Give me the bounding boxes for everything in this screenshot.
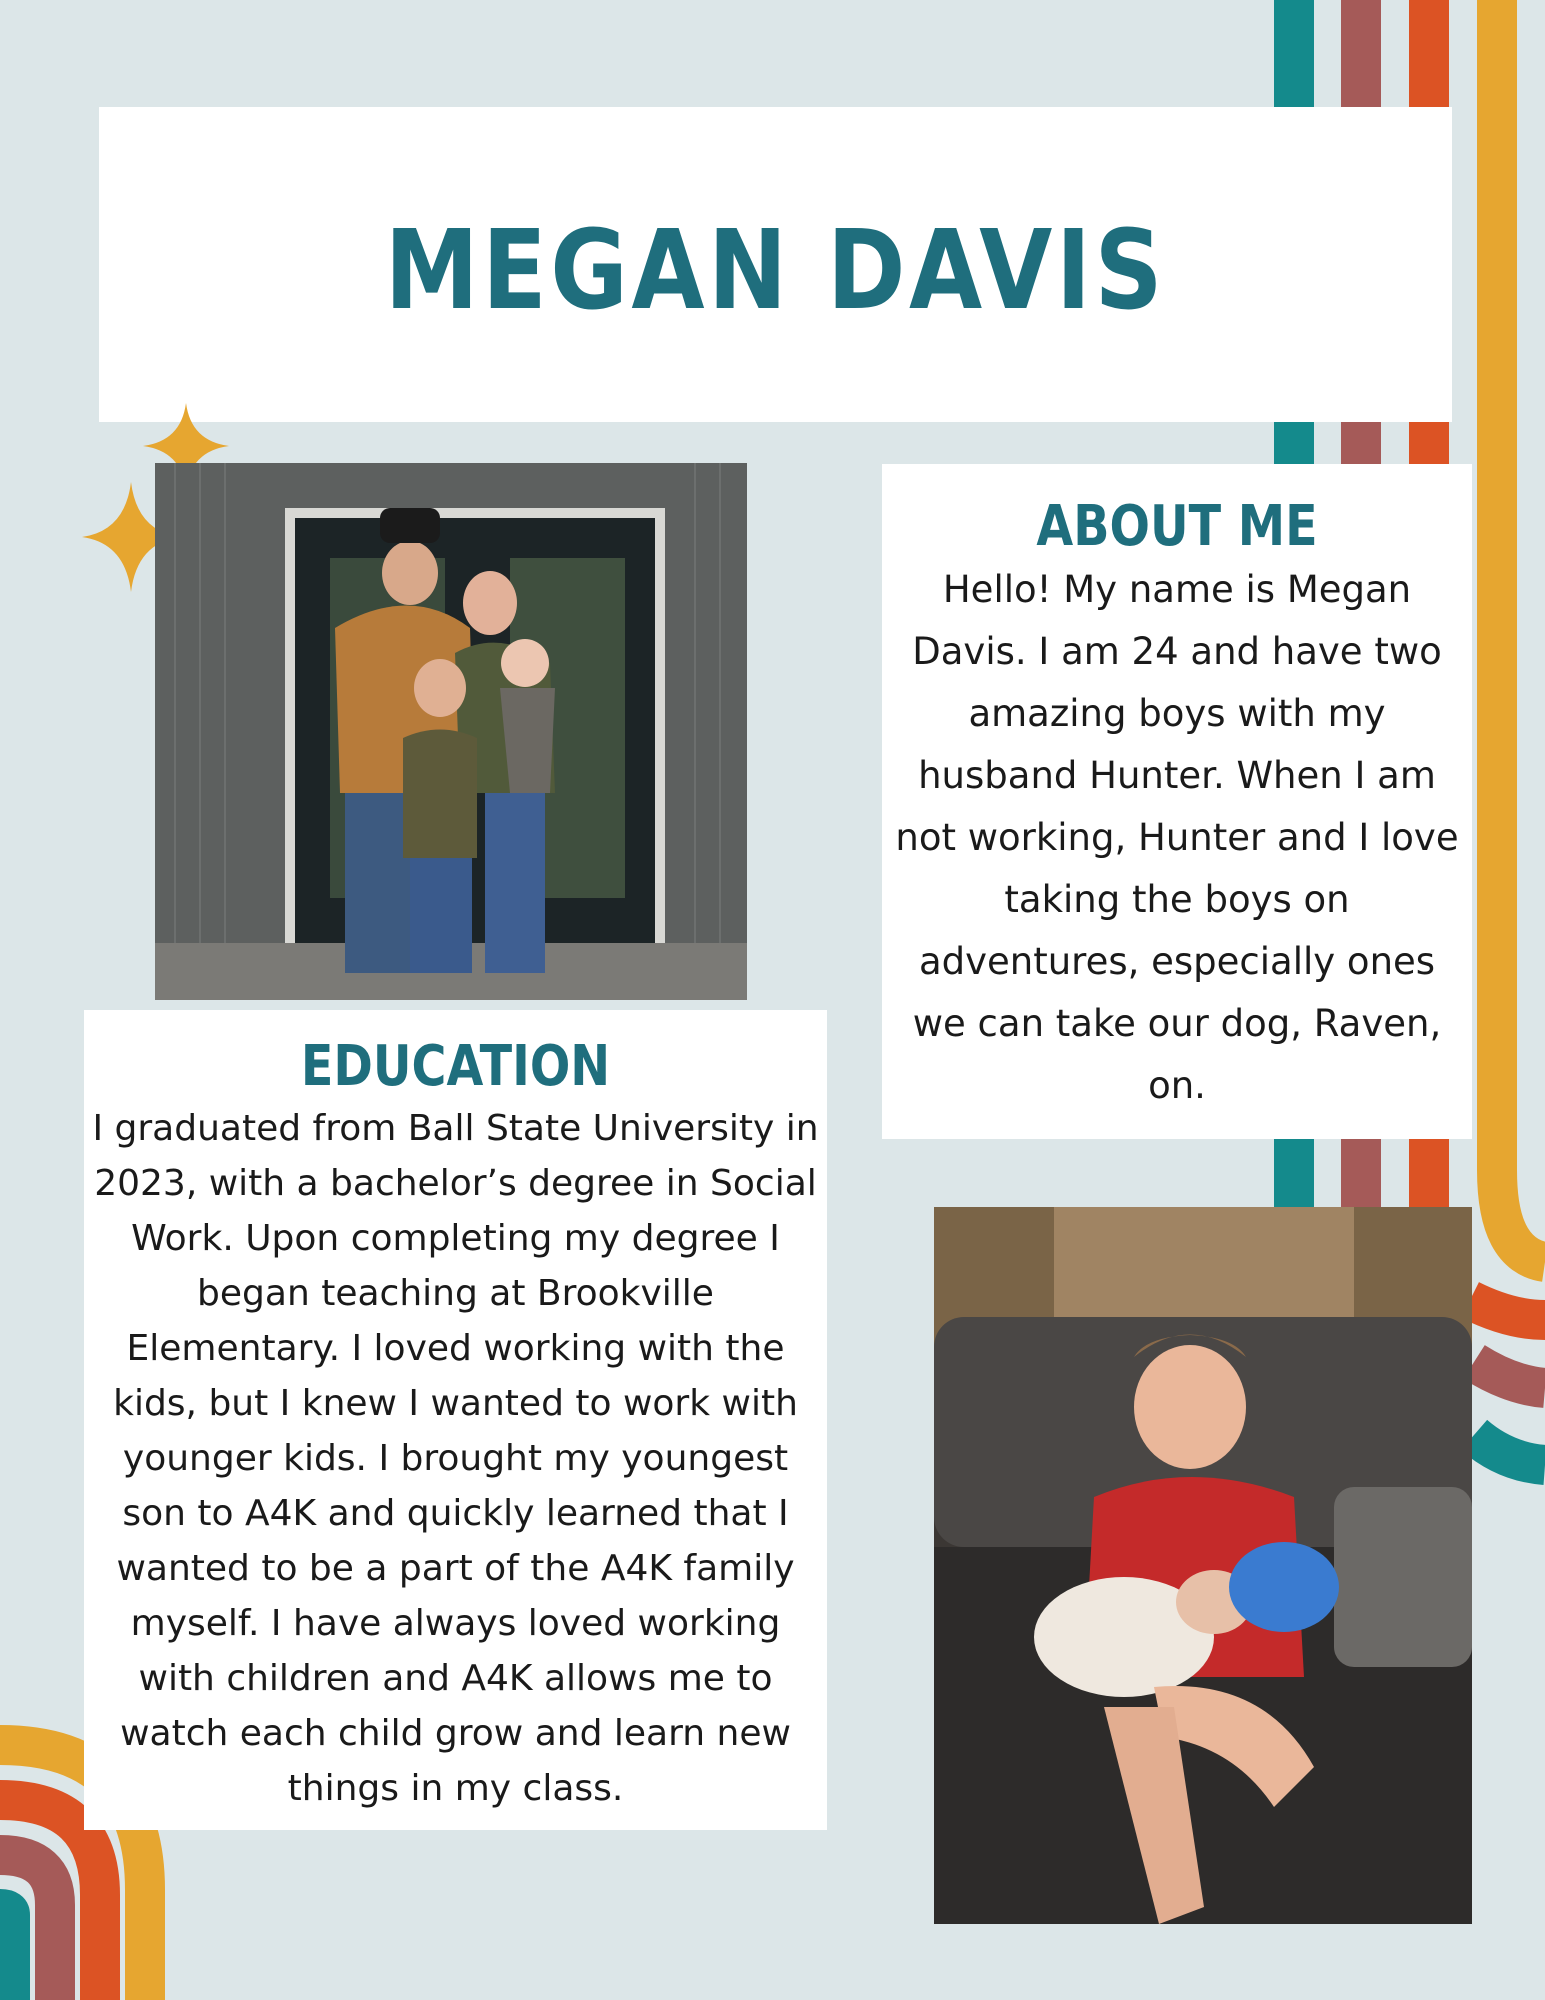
education-heading: EDUCATION bbox=[300, 1034, 611, 1099]
brothers-photo bbox=[934, 1207, 1472, 1924]
family-photo bbox=[155, 463, 747, 1000]
title-card bbox=[99, 107, 1452, 422]
education-card bbox=[84, 1010, 827, 1830]
about-me-text: Hello! My name is Megan Davis. I am 24 and have two amazing boys with my husband Hunter. When I am not working, Hunter and I love taking the boys on adventures, especially ones we can take our dog, Raven, on. bbox=[895, 568, 1459, 1107]
page-title: MEGAN DAVIS bbox=[384, 205, 1167, 334]
about-me-card bbox=[882, 464, 1472, 1139]
about-me-heading: ABOUT ME bbox=[1036, 494, 1318, 559]
education-text: I graduated from Ball State University in 2023, with a bachelor’s degree in Social Work. Upon completing my degree I began teaching at Brookville Elementary. I loved working with the kids, but I knew I wanted to work with younger kids. I brought my youngest son to A4K and quickly learned that I wanted to be a part of the A4K family myself. I have always loved working with children and A4K allows me to watch each child grow and learn new things in my class. bbox=[92, 1108, 819, 1809]
